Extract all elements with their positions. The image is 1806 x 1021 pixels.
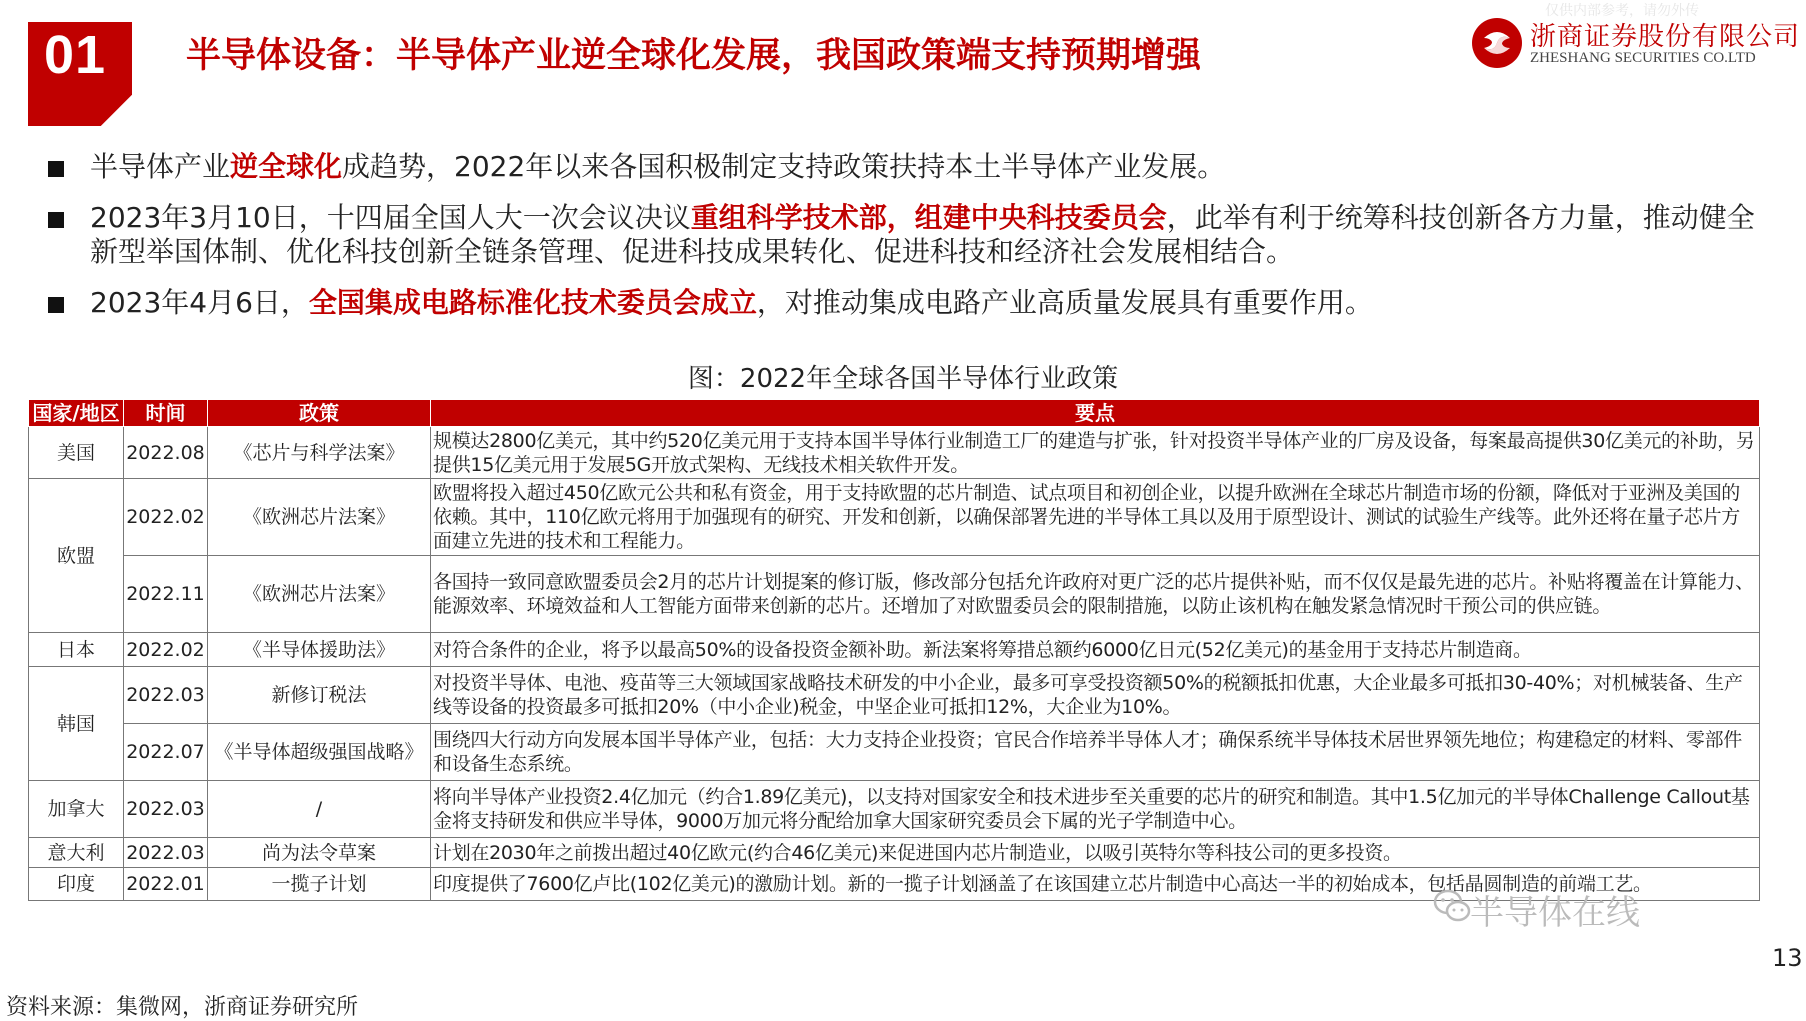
company-logo bbox=[1470, 14, 1800, 74]
cell-country: 日本 bbox=[29, 633, 124, 667]
table-row bbox=[29, 556, 1760, 633]
cell-points: 对投资半导体、电池、疫苗等三大领域国家战略技术研发的中小企业，最多可享受投资额50%的税额抵扣优惠，大企业最多可抵扣30-40%；对机械装备、生产线等设备的投资最多可抵扣20%（中小企业)税金，中坚企业可抵扣12%，大企业为10%。 bbox=[431, 667, 1760, 724]
table-row bbox=[29, 781, 1760, 838]
cell-policy: 《欧洲芯片法案》 bbox=[208, 479, 431, 556]
table-row bbox=[29, 633, 1760, 667]
cell-time: 2022.07 bbox=[124, 724, 208, 781]
bullet-list bbox=[48, 150, 1778, 337]
cell-time: 2022.02 bbox=[124, 633, 208, 667]
logo-chinese-name: 浙商证券股份有限公司 bbox=[1530, 22, 1801, 52]
confidential-watermark: 仅供内部参考，请勿外传 bbox=[1545, 3, 1699, 19]
header-time: 时间 bbox=[124, 400, 208, 427]
cell-policy: / bbox=[208, 781, 431, 838]
cell-points: 将向半导体产业投资2.4亿加元（约合1.89亿美元)，以支持对国家安全和技术进步至关重要的芯片的研究和制造。其中1.5亿加元的半导体Challenge Callout基金将支持研发和供应半导体，9000万加元将分配给加拿大国家研究委员会下属的光子学制造中心。 bbox=[431, 781, 1760, 838]
bullet-item bbox=[48, 286, 1778, 320]
bullet-text: ，对推动集成电路产业高质量发展具有重要作用。 bbox=[756, 286, 1373, 319]
page-title: 半导体设备：半导体产业逆全球化发展，我国政策端支持预期增强 bbox=[186, 36, 1202, 76]
bullet-text: ，此举有利于统筹科技创新各方力量，推动健全新型举国体制、优化科技创新全链条管理、促进科技成果转化、促进科技和经济社会发展相结合。 bbox=[90, 201, 1755, 268]
cell-time: 2022.03 bbox=[124, 838, 208, 868]
cell-country: 印度 bbox=[29, 868, 124, 901]
bullet-highlight: 全国集成电路标准化技术委员会成立 bbox=[308, 286, 757, 319]
bullet-square-icon bbox=[48, 212, 64, 228]
section-number: 01 bbox=[44, 25, 107, 85]
table-caption: 图：2022年全球各国半导体行业政策 bbox=[687, 364, 1119, 394]
cell-policy: 《半导体超级强国战略》 bbox=[208, 724, 431, 781]
cell-policy: 尚为法令草案 bbox=[208, 838, 431, 868]
cell-time: 2022.03 bbox=[124, 667, 208, 724]
cell-policy: 《芯片与科学法案》 bbox=[208, 427, 431, 479]
header-policy: 政策 bbox=[208, 400, 431, 427]
table-row bbox=[29, 427, 1760, 479]
cell-points: 欧盟将投入超过450亿欧元公共和私有资金，用于支持欧盟的芯片制造、试点项目和初创企业，以提升欧洲在全球芯片制造市场的份额，降低对于亚洲及美国的依赖。其中，110亿欧元将用于加强现有的研究、开发和创新，以确保部署先进的半导体工具以及用于原型设计、测试的试验生产线等。此外还将在量子芯片方面建立先进的技术和工程能力。 bbox=[431, 479, 1760, 556]
cell-country: 欧盟 bbox=[29, 479, 124, 633]
cell-points: 印度提供了7600亿卢比(102亿美元)的激励计划。新的一揽子计划涵盖了在该国建立芯片制造中心高达一半的初始成本，包括晶圆制造的前端工艺。 bbox=[431, 868, 1760, 901]
bullet-square-icon bbox=[48, 161, 64, 177]
cell-points: 各国持一致同意欧盟委员会2月的芯片计划提案的修订版，修改部分包括允许政府对更广泛的芯片提供补贴，而不仅仅是最先进的芯片。补贴将覆盖在计算能力、能源效率、环境效益和人工智能方面带来创新的芯片。还增加了对欧盟委员会的限制措施，以防止该机构在触发紧急情况时干预公司的供应链。 bbox=[431, 556, 1760, 633]
cell-policy: 《欧洲芯片法案》 bbox=[208, 556, 431, 633]
source-note: 资料来源：集微网，浙商证券研究所 bbox=[6, 995, 359, 1020]
cell-time: 2022.01 bbox=[124, 868, 208, 901]
bullet-highlight: 重组科学技术部，组建中央科技委员会 bbox=[690, 201, 1167, 234]
table-row bbox=[29, 724, 1760, 781]
cell-time: 2022.08 bbox=[124, 427, 208, 479]
bullet-text: 2023年3月10日，十四届全国人大一次会议决议 bbox=[90, 201, 691, 234]
bullet-text: 成趋势，2022年以来各国积极制定支持政策扶持本土半导体产业发展。 bbox=[342, 150, 1226, 183]
cell-country: 美国 bbox=[29, 427, 124, 479]
policy-table bbox=[28, 399, 1760, 901]
cell-time: 2022.11 bbox=[124, 556, 208, 633]
cell-policy: 《半导体援助法》 bbox=[208, 633, 431, 667]
header-points: 要点 bbox=[431, 400, 1760, 427]
table-row bbox=[29, 838, 1760, 868]
bullet-item bbox=[48, 150, 1778, 184]
cell-country: 韩国 bbox=[29, 667, 124, 781]
wechat-icon bbox=[1432, 886, 1472, 926]
cell-time: 2022.02 bbox=[124, 479, 208, 556]
bullet-highlight: 逆全球化 bbox=[230, 150, 343, 183]
zheshang-logo-icon bbox=[1470, 16, 1524, 70]
cell-policy: 一揽子计划 bbox=[208, 868, 431, 901]
cell-points: 计划在2030年之前拨出超过40亿欧元(约合46亿美元)来促进国内芯片制造业，以吸引英特尔等科技公司的更多投资。 bbox=[431, 838, 1760, 868]
table-row bbox=[29, 667, 1760, 724]
cell-time: 2022.03 bbox=[124, 781, 208, 838]
cell-country: 意大利 bbox=[29, 838, 124, 868]
logo-english-name: ZHESHANG SECURITIES CO.LTD bbox=[1530, 50, 1756, 66]
table-row bbox=[29, 479, 1760, 556]
bullet-text: 半导体产业 bbox=[90, 150, 231, 183]
account-watermark: 半导体在线 bbox=[1470, 893, 1640, 933]
page-number: 13 bbox=[1772, 944, 1803, 972]
cell-points: 对符合条件的企业，将予以最高50%的设备投资金额补助。新法案将筹措总额约6000亿日元(52亿美元)的基金用于支持芯片制造商。 bbox=[431, 633, 1760, 667]
bullet-square-icon bbox=[48, 297, 64, 313]
bullet-item bbox=[48, 201, 1778, 269]
cell-country: 加拿大 bbox=[29, 781, 124, 838]
table-header-row bbox=[29, 400, 1760, 427]
cell-policy: 新修订税法 bbox=[208, 667, 431, 724]
header-country: 国家/地区 bbox=[29, 400, 124, 427]
bullet-text: 2023年4月6日， bbox=[90, 286, 309, 319]
cell-points: 围绕四大行动方向发展本国半导体产业，包括：大力支持企业投资；官民合作培养半导体人才；确保系统半导体技术居世界领先地位；构建稳定的材料、零部件和设备生态系统。 bbox=[431, 724, 1760, 781]
cell-points: 规模达2800亿美元，其中约520亿美元用于支持本国半导体行业制造工厂的建造与扩张，针对投资半导体产业的厂房及设备，每案最高提供30亿美元的补助，另提供15亿美元用于发展5G开放式架构、无线技术相关软件开发。 bbox=[431, 427, 1760, 479]
